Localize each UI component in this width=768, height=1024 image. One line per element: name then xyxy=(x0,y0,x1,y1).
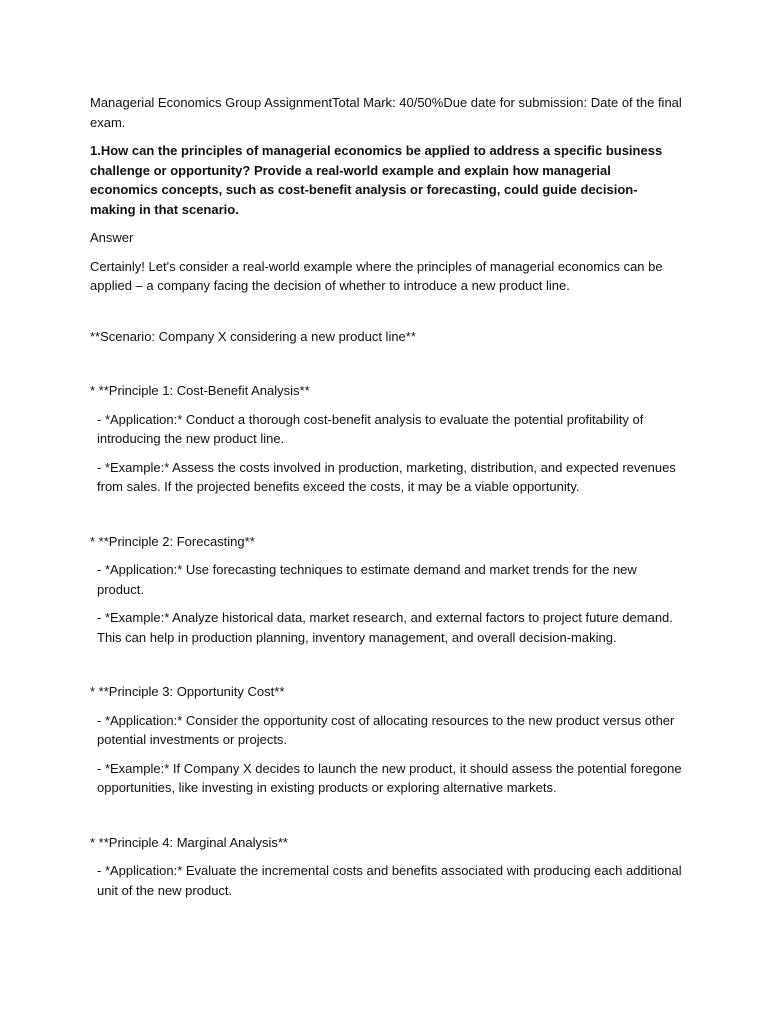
question-1 xyxy=(90,141,682,219)
document-page xyxy=(90,93,682,900)
principle-1-title: * **Principle 1: Cost-Benefit Analysis** xyxy=(90,383,310,398)
principle-4-application: - *Application:* Evaluate the incremental costs and benefits associated with producing each additional unit of the new product. xyxy=(97,863,682,898)
answer-label: Answer xyxy=(90,230,134,245)
principle-4-title: * **Principle 4: Marginal Analysis** xyxy=(90,834,288,850)
principle-1-application: - *Application:* Conduct a thorough cost-benefit analysis to evaluate the potential profitability of introducing the new product line. xyxy=(97,411,644,446)
principle-3-example: - *Example:* If Company X decides to launch the new product, it should assess the potential foregone opportunities, like investing in existing products or exploring alternative markets. xyxy=(97,760,682,795)
scenario-heading: **Scenario: Company X considering a new product line** xyxy=(90,328,416,344)
principle-3-application: - *Application:* Consider the opportunity cost of allocating resources to the new product versus other potential investments or projects. xyxy=(97,712,675,747)
principle-2-title: * **Principle 2: Forecasting** xyxy=(90,533,255,549)
principle-3-title: * **Principle 3: Opportunity Cost** xyxy=(90,684,285,699)
principle-2-example: - *Example:* Analyze historical data, market research, and external factors to project future demand. This can help in production planning, inventory management, and overall decision-making. xyxy=(97,610,673,645)
principle-1-example: - *Example:* Assess the costs involved in production, marketing, distribution, and expected revenues from sales. If the projected benefits exceed the costs, it may be a viable opportunity. xyxy=(97,459,676,494)
assignment-header: Managerial Economics Group AssignmentTotal Mark: 40/50%Due date for submission: Date of the final exam. xyxy=(90,95,682,130)
principle-2-application: - *Application:* Use forecasting techniques to estimate demand and market trends for the new product. xyxy=(97,562,637,597)
question-number: 1. xyxy=(90,143,101,158)
question-text: How can the principles of managerial economics be applied to address a specific business challenge or opportunity? Provide a real-world example and explain how managerial economics concepts, such as cost-benefit analysis or forecasting, could guide decision-making in that scenario. xyxy=(90,143,663,217)
answer-intro: Certainly! Let's consider a real-world example where the principles of managerial economics can be applied – a company facing the decision of whether to introduce a new product line. xyxy=(90,258,663,293)
